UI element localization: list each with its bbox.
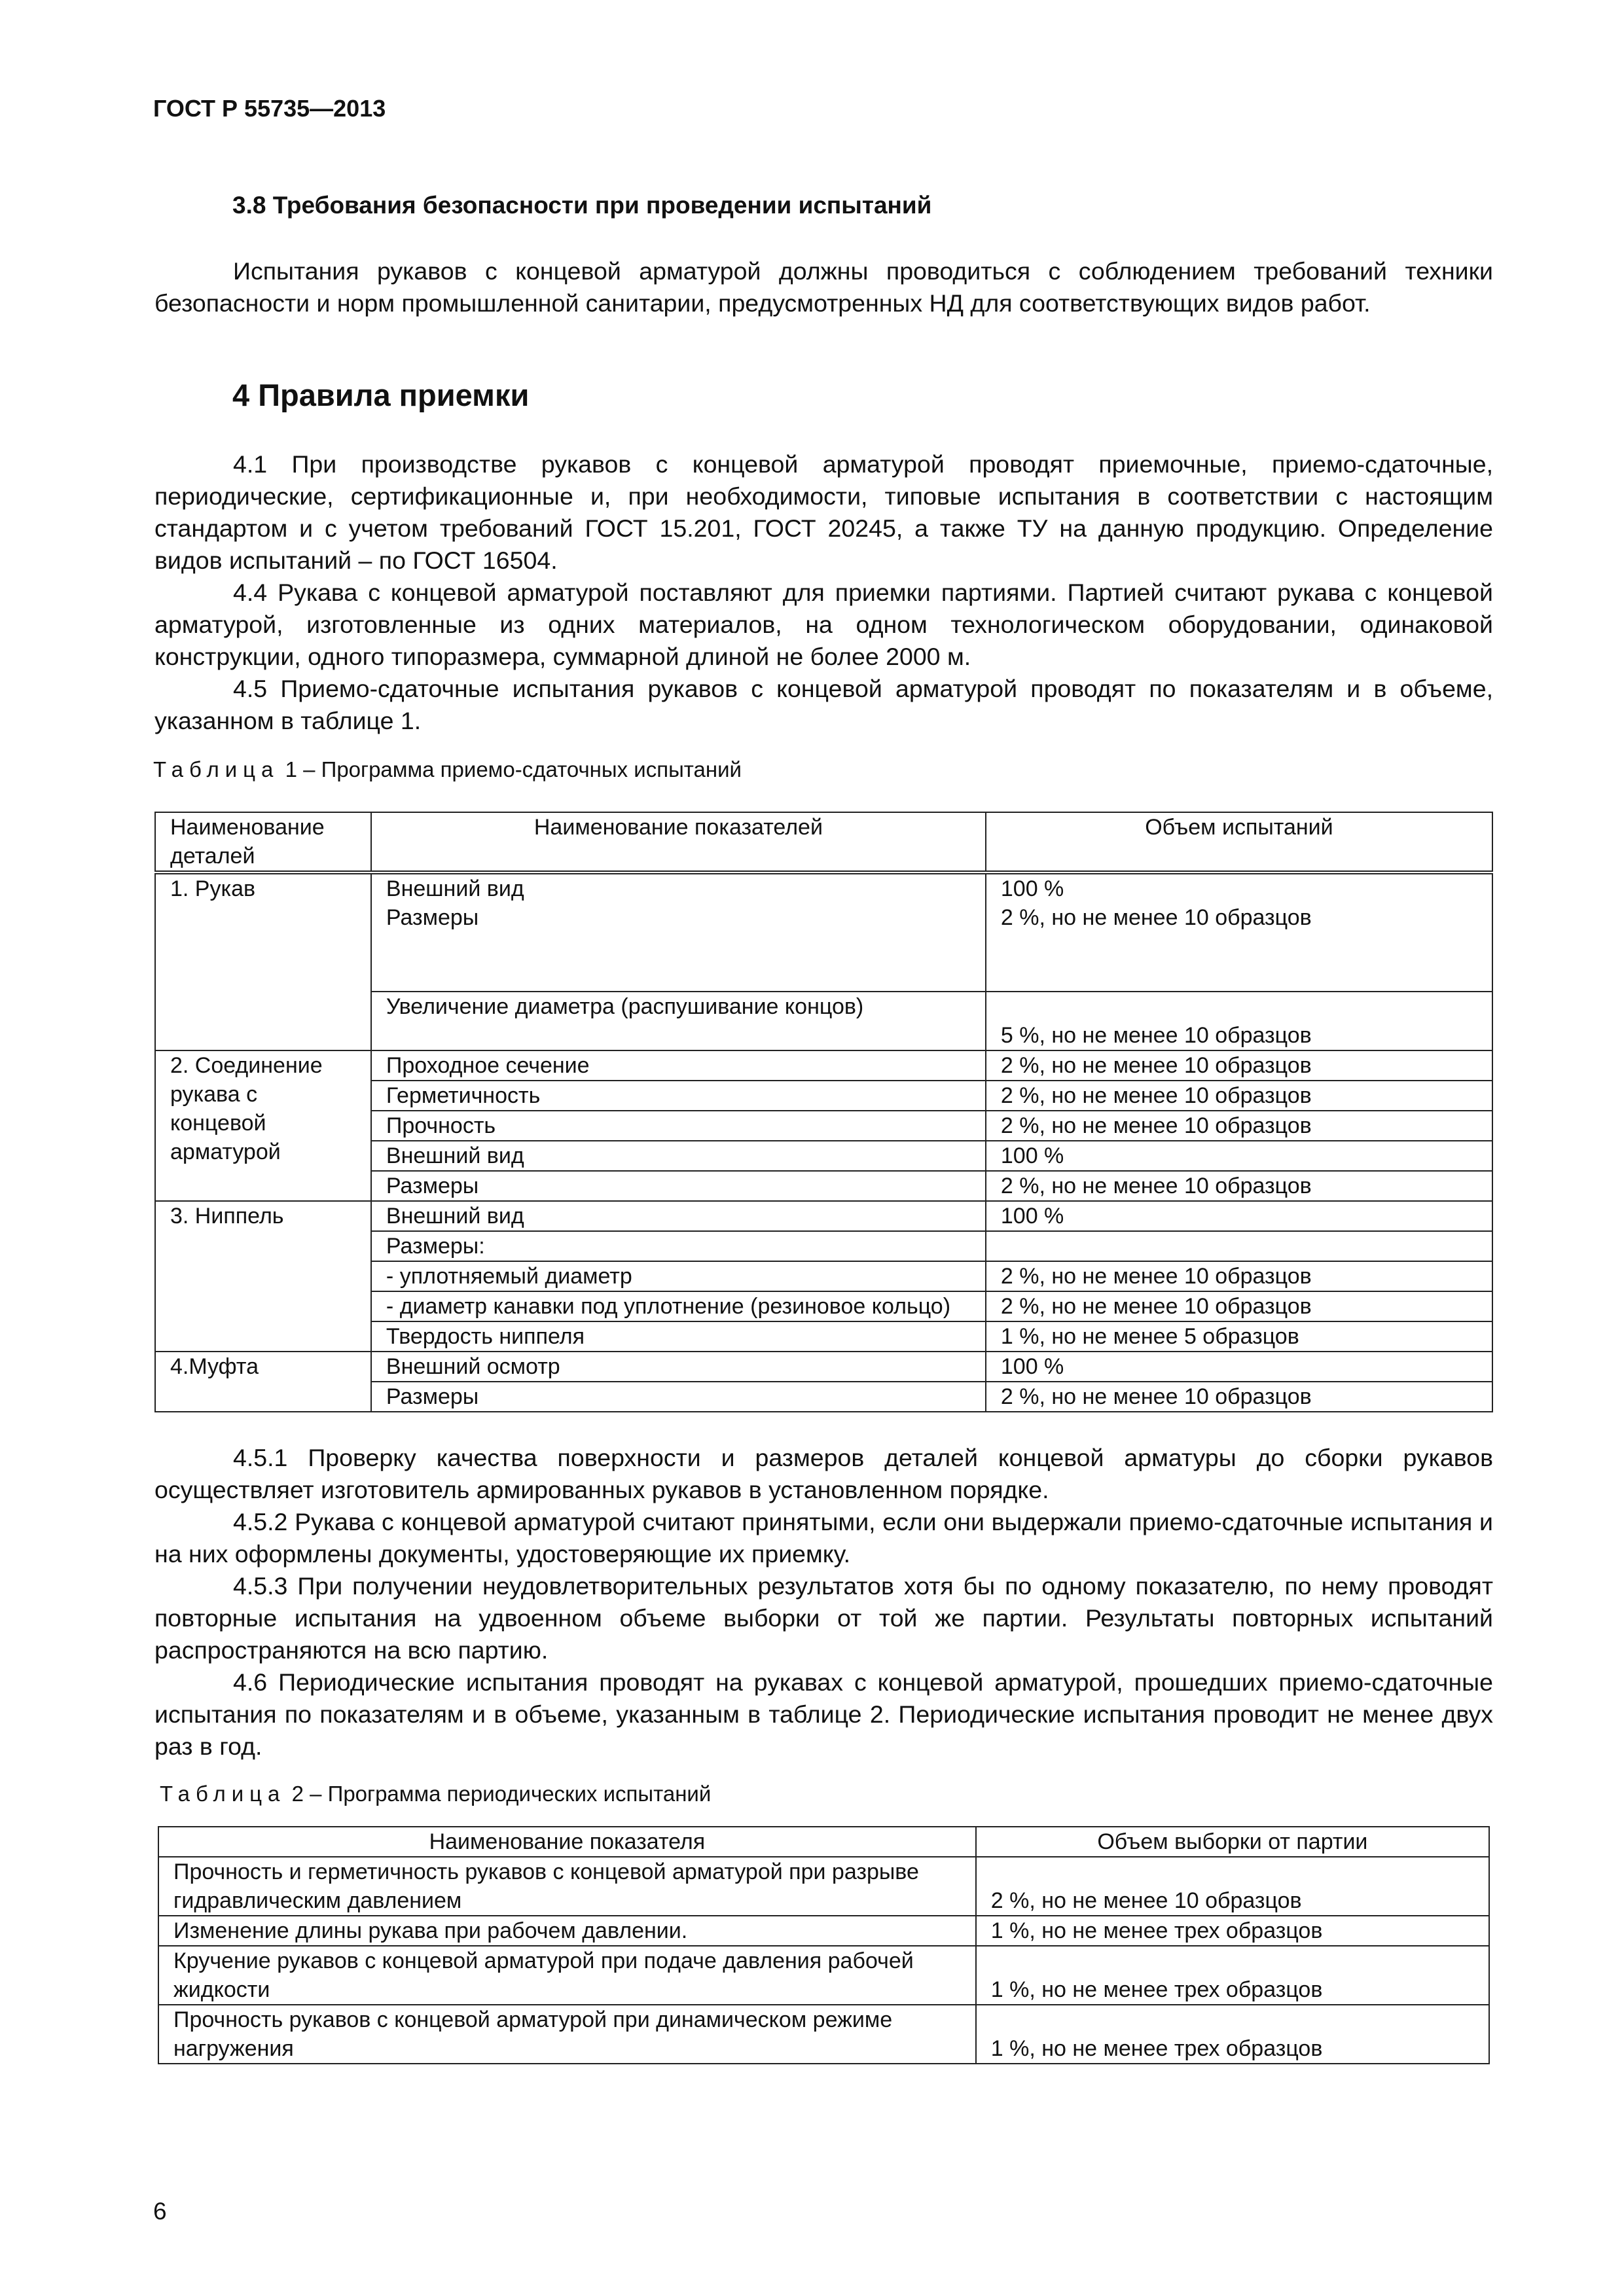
paragraph-4-5-1: 4.5.1 Проверку качества поверхности и размеров деталей концевой арматуры до сборки рукавов осуществляет изготовитель армированных рукавов в установленном порядке. [154, 1444, 1493, 1503]
table-row [158, 1916, 1489, 1946]
volume-cell: 5 %, но не менее 10 образцов [986, 992, 1492, 1050]
document-code: ГОСТ Р 55735—2013 [153, 95, 386, 122]
indicator-cell: Герметичность [371, 1081, 986, 1111]
indicator-cell: Изменение длины рукава при рабочем давлении. [158, 1916, 976, 1946]
table2 [158, 1826, 1490, 2064]
indicator-cell: Твердость ниппеля [371, 1321, 986, 1352]
indicator-cell: Прочность и герметичность рукавов с концевой арматурой при разрыве гидравлическим давлением [158, 1857, 976, 1916]
indicator-cell: Кручение рукавов с концевой арматурой при подаче давления рабочей жидкости [158, 1946, 976, 2005]
volume-cell: 2 %, но не менее 10 образцов [986, 1261, 1492, 1291]
indicator-cell: - уплотняемый диаметр [371, 1261, 986, 1291]
column-header: Наименование показателя [158, 1827, 976, 1857]
volume-cell: 2 %, но не менее 10 образцов [986, 1291, 1492, 1321]
table-header-row [158, 1827, 1489, 1857]
paragraph-4-1: 4.1 При производстве рукавов с концевой арматурой проводят приемочные, приемо-сдаточные, периодические, сертификационные и, при необходимости, типовые испытания в соответствии с настоящим стандартом и с учетом требований ГОСТ 15.201, ГОСТ 20245, а также ТУ на данную продукцию. Определение видов испытаний – по ГОСТ 16504. [154, 450, 1493, 574]
paragraph-4-5: 4.5 Приемо-сдаточные испытания рукавов с концевой арматурой проводят по показателям и в объеме, указанном в таблице 1. [154, 675, 1493, 734]
page-number: 6 [153, 2198, 167, 2225]
indicator-cell: Внешний вид [371, 1141, 986, 1171]
part-cell: 1. Рукав [155, 872, 371, 1050]
paragraph-4-4: 4.4 Рукава с концевой арматурой поставляют для приемки партиями. Партией считают рукава с концевой арматурой, изготовленные из одних материалов, на одном технологическом оборудовании, одинаковой конструкции, одного типоразмера, суммарной длиной не более 2000 м. [154, 579, 1493, 670]
column-header: Объем выборки от партии [976, 1827, 1489, 1857]
section-3-8-title: 3.8 Требования безопасности при проведении испытаний [232, 192, 932, 219]
caption-label: Таблица [160, 1782, 286, 1806]
table1 [154, 812, 1493, 1412]
column-header: Наименование деталей [155, 812, 371, 872]
volume-cell: 100 % 2 %, но не менее 10 образцов [986, 872, 1492, 992]
indicator-cell: Проходное сечение [371, 1050, 986, 1081]
table-row [158, 1946, 1489, 2005]
volume-cell: 100 % [986, 1201, 1492, 1231]
column-header: Объем испытаний [986, 812, 1492, 872]
column-header: Наименование показателей [371, 812, 986, 872]
volume-cell: 1 %, но не менее трех образцов [976, 2005, 1489, 2064]
volume-cell: 2 %, но не менее 10 образцов [986, 1111, 1492, 1141]
paragraph-4-5-2: 4.5.2 Рукава с концевой арматурой считают принятыми, если они выдержали приемо-сдаточные испытания и на них оформлены документы, удостоверяющие их приемку. [154, 1508, 1493, 1568]
table-row [155, 1352, 1492, 1382]
section-4-title: 4 Правила приемки [232, 378, 530, 412]
section-4-body [154, 448, 1493, 737]
table1-caption [153, 757, 742, 782]
paragraph-4-5-3: 4.5.3 При получении неудовлетворительных результатов хотя бы по одному показателю, по нему проводят повторные испытания на удвоенном объеме выборки от той же партии. Результаты повторных испытаний распространяются на всю партию. [154, 1572, 1493, 1664]
volume-cell: 2 %, но не менее 10 образцов [986, 1171, 1492, 1201]
paragraph-4-6: 4.6 Периодические испытания проводят на рукавах с концевой арматурой, прошедших приемо-сдаточные испытания по показателям и в объеме, указанным в таблице 2. Периодические испытания проводит не менее двух раз в год. [154, 1668, 1493, 1760]
indicator-cell: Прочность [371, 1111, 986, 1141]
table-row [155, 1201, 1492, 1231]
table-row [155, 1050, 1492, 1081]
indicator-cell: Увеличение диаметра (распушивание концов) [371, 992, 986, 1050]
volume-cell: 1 %, но не менее трех образцов [976, 1916, 1489, 1946]
volume-cell [986, 1231, 1492, 1261]
part-cell: 2. Соединение рукава с концевой арматурой [155, 1050, 371, 1201]
caption-text: 1 – Программа приемо-сдаточных испытаний [285, 757, 742, 781]
volume-cell: 2 %, но не менее 10 образцов [986, 1081, 1492, 1111]
section-3-8-body [154, 255, 1493, 319]
part-cell: 3. Ниппель [155, 1201, 371, 1352]
volume-cell: 100 % [986, 1141, 1492, 1171]
caption-label: Таблица [153, 757, 280, 781]
table-header-row [155, 812, 1492, 872]
volume-cell: 1 %, но не менее 5 образцов [986, 1321, 1492, 1352]
indicator-cell: Внешний вид Размеры [371, 872, 986, 992]
volume-cell: 100 % [986, 1352, 1492, 1382]
indicator-cell: Внешний осмотр [371, 1352, 986, 1382]
table2-caption [160, 1782, 711, 1806]
section-4-5-x-body [154, 1442, 1493, 1763]
indicator-cell: Размеры: [371, 1231, 986, 1261]
indicator-cell: Размеры [371, 1382, 986, 1412]
table-row [158, 1857, 1489, 1916]
volume-cell: 2 %, но не менее 10 образцов [976, 1857, 1489, 1916]
caption-text: 2 – Программа периодических испытаний [291, 1782, 712, 1806]
volume-cell: 2 %, но не менее 10 образцов [986, 1382, 1492, 1412]
indicator-cell: Прочность рукавов с концевой арматурой при динамическом режиме нагружения [158, 2005, 976, 2064]
indicator-cell: Размеры [371, 1171, 986, 1201]
table-row [158, 2005, 1489, 2064]
volume-cell: 2 %, но не менее 10 образцов [986, 1050, 1492, 1081]
table-row [155, 872, 1492, 992]
part-cell: 4.Муфта [155, 1352, 371, 1412]
indicator-cell: Внешний вид [371, 1201, 986, 1231]
volume-cell: 1 %, но не менее трех образцов [976, 1946, 1489, 2005]
paragraph: Испытания рукавов с концевой арматурой должны проводиться с соблюдением требований техники безопасности и норм промышленной санитарии, предусмотренных НД для соответствующих видов работ. [154, 257, 1493, 317]
indicator-cell: - диаметр канавки под уплотнение (резиновое кольцо) [371, 1291, 986, 1321]
